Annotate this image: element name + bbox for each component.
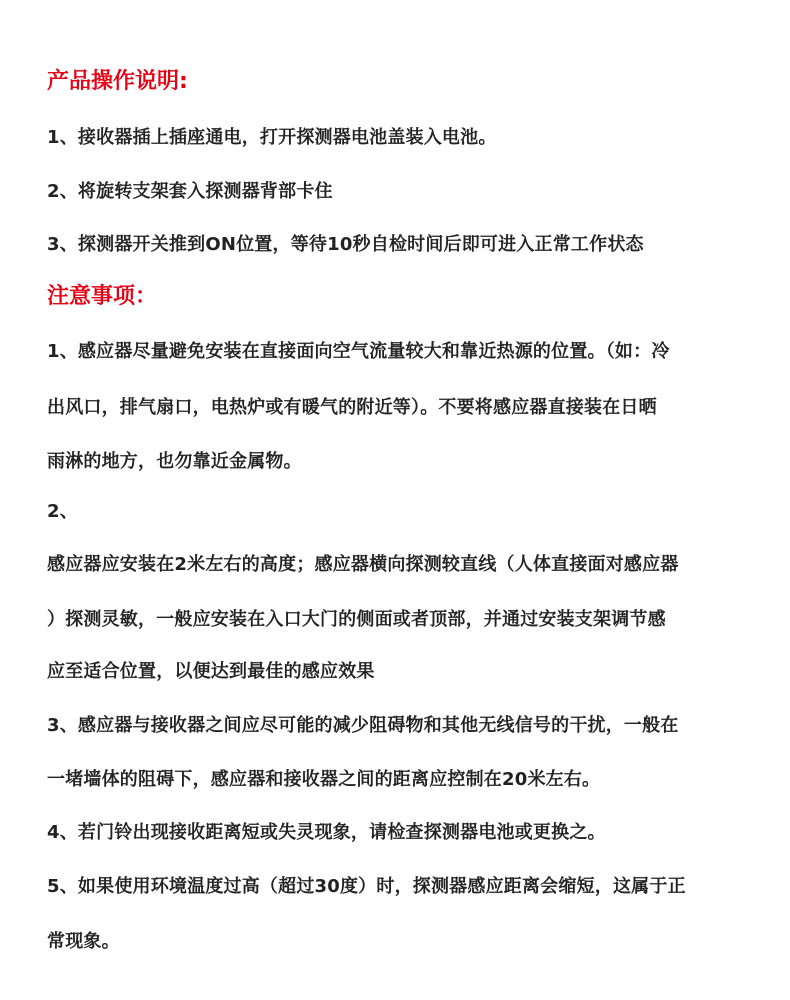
note-line: 一堵墙体的阻碍下，感应器和接收器之间的距离应控制在20米左右。 <box>47 769 601 790</box>
note-line: 5、如果使用环境温度过高（超过30度）时，探测器感应距离会缩短，这属于正 <box>47 876 686 897</box>
note-line: 2、 <box>47 501 78 522</box>
note-line: 常现象。 <box>47 931 120 952</box>
note-line: ）探测灵敏，一般应安装在入口大门的侧面或者顶部，并通过安装支架调节感 <box>47 609 666 630</box>
note-line: 雨淋的地方，也勿靠近金属物。 <box>47 451 302 472</box>
notes-title: 注意事项： <box>47 284 158 309</box>
note-line: 4、若门铃出现接收距离短或失灵现象，请检查探测器电池或更换之。 <box>47 822 606 843</box>
note-line: 出风口，排气扇口，电热炉或有暖气的附近等）。不要将感应器直接装在日晒 <box>47 397 657 418</box>
note-line: 1、感应器尽量避免安装在直接面向空气流量较大和靠近热源的位置。（如：冷 <box>47 341 670 362</box>
note-line: 应至适合位置，以便达到最佳的感应效果 <box>47 661 375 682</box>
operation-step-1: 1、接收器插上插座通电，打开探测器电池盖装入电池。 <box>47 127 497 148</box>
operation-step-3: 3、探测器开关推到ON位置，等待10秒自检时间后即可进入正常工作状态 <box>47 234 644 255</box>
operation-step-2: 2、将旋转支架套入探测器背部卡住 <box>47 181 333 202</box>
note-line: 感应器应安装在2米左右的高度；感应器横向探测较直线（人体直接面对感应器 <box>47 554 679 575</box>
note-line: 3、感应器与接收器之间应尽可能的减少阻碍物和其他无线信号的干扰，一般在 <box>47 715 679 736</box>
operation-title: 产品操作说明: <box>47 69 188 94</box>
